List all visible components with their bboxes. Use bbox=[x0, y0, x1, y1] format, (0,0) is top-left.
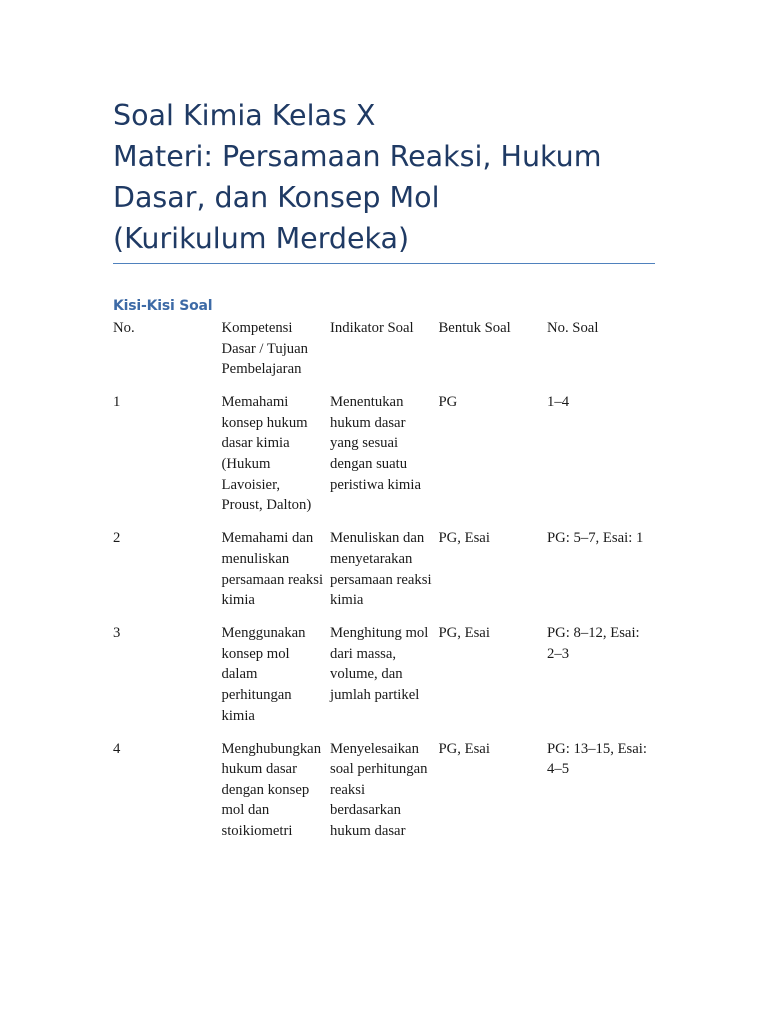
table-cell: PG: 13–15, Esai: 4–5 bbox=[547, 740, 647, 778]
table-cell: Menyelesaikan soal perhitungan reaksi berdasarkan hukum dasar bbox=[330, 740, 428, 840]
header-cell: Indikator Soal bbox=[330, 320, 414, 336]
document-title bbox=[113, 95, 655, 259]
table-cell: Menghubungkan hukum dasar dengan konsep mol dan stoikiometri bbox=[221, 740, 322, 840]
table-cell: Menuliskan dan menyetarakan persamaan reaksi kimia bbox=[330, 530, 432, 609]
title-line: Materi: Persamaan Reaksi, Hukum bbox=[113, 140, 602, 173]
table-cell: PG: 5–7, Esai: 1 bbox=[547, 530, 644, 547]
table-cell: PG, Esai bbox=[438, 625, 490, 642]
header-cell: No. Soal bbox=[547, 320, 599, 336]
table-cell: Memahami konsep hukum dasar kimia (Hukum Lavoisier, Proust, Dalton) bbox=[221, 394, 312, 514]
header-cell: Bentuk Soal bbox=[438, 320, 511, 336]
table-row bbox=[113, 392, 658, 516]
table-header-row bbox=[113, 318, 658, 380]
table-cell: 1–4 bbox=[547, 394, 570, 411]
table-cell: 2 bbox=[113, 530, 121, 547]
table-cell: 3 bbox=[113, 625, 121, 642]
table-cell: Menghitung mol dari massa, volume, dan jumlah partikel bbox=[330, 625, 429, 703]
table-cell: PG: 8–12, Esai: 2–3 bbox=[547, 625, 640, 662]
header-cell: Kompetensi Dasar / Tujuan Pembelajaran bbox=[221, 320, 308, 378]
table-row bbox=[113, 739, 658, 842]
table-cell: 1 bbox=[113, 394, 121, 411]
table-cell: Menentukan hukum dasar yang sesuai dengan suatu peristiwa kimia bbox=[330, 394, 421, 493]
table-cell: 4 bbox=[113, 740, 121, 757]
table-cell: Memahami dan menuliskan persamaan reaksi kimia bbox=[221, 530, 324, 609]
title-line: (Kurikulum Merdeka) bbox=[113, 222, 410, 255]
section-heading: Kisi-Kisi Soal bbox=[113, 298, 213, 314]
table-cell: PG bbox=[438, 394, 458, 411]
table-cell: Menggunakan konsep mol dalam perhitungan kimia bbox=[221, 625, 306, 724]
table-cell: PG, Esai bbox=[438, 740, 490, 757]
kisi-kisi-table bbox=[113, 318, 658, 854]
title-line: Dasar, dan Konsep Mol bbox=[113, 181, 440, 214]
table-cell: PG, Esai bbox=[438, 530, 490, 547]
table-row bbox=[113, 623, 658, 726]
header-cell: No. bbox=[113, 320, 135, 336]
title-line: Soal Kimia Kelas X bbox=[113, 99, 376, 132]
title-underline-divider bbox=[113, 263, 655, 264]
table-row bbox=[113, 528, 658, 610]
